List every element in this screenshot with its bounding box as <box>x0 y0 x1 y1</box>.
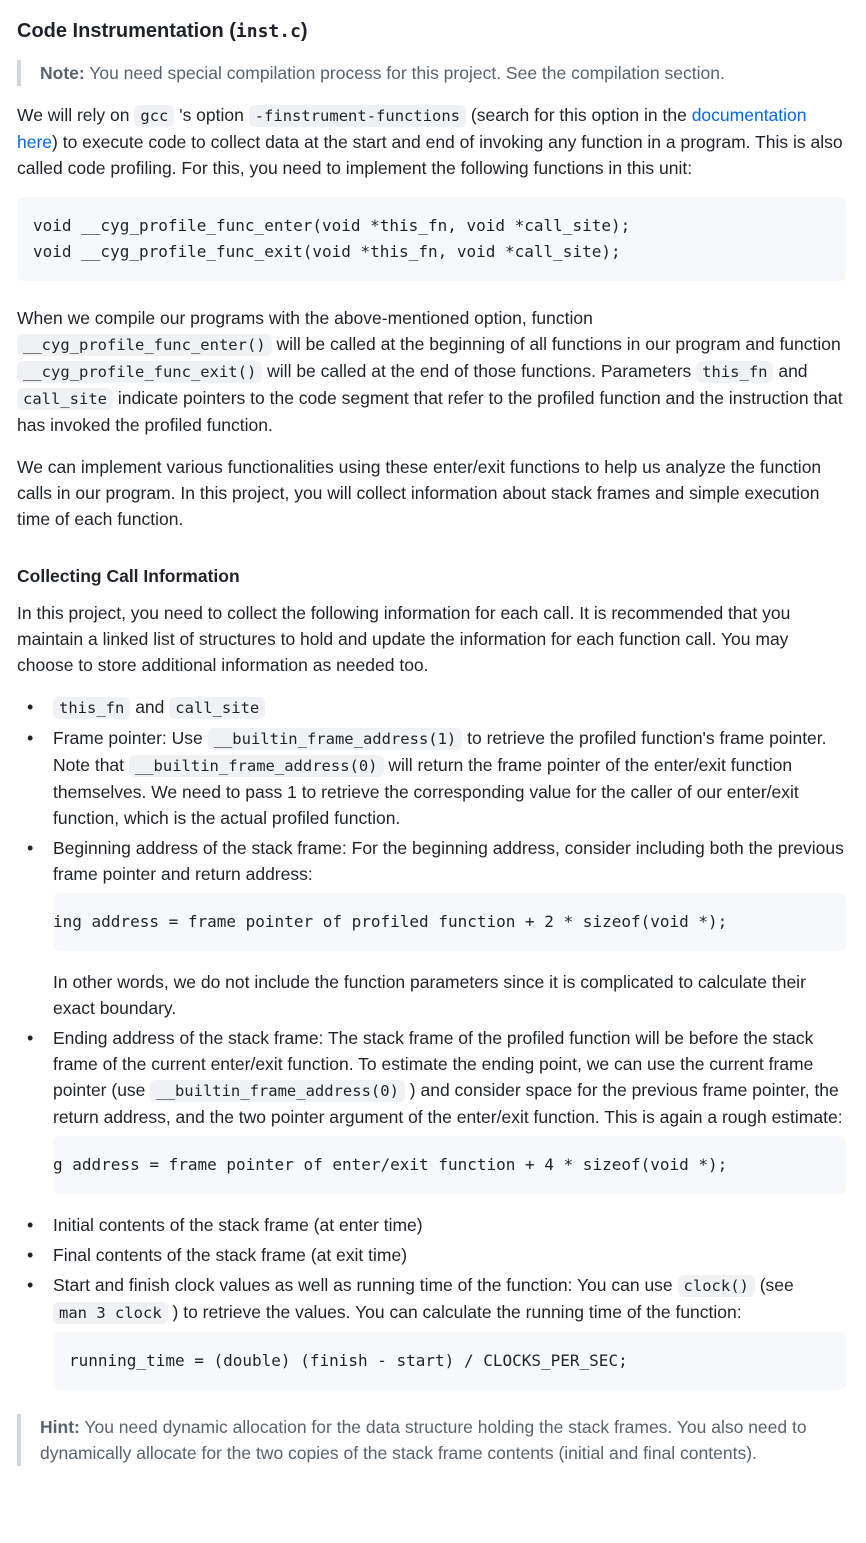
heading-filename: inst.c <box>235 21 301 42</box>
list-item: • Final contents of the stack frame (at exit time) <box>53 1242 846 1268</box>
bullet-icon: • <box>27 697 34 717</box>
inline-code: __builtin_frame_address(0) <box>129 755 384 777</box>
list-item: • Ending address of the stack frame: The stack frame of the profiled function will be before the stack frame of the current enter/exit function. To estimate the ending point, we can use the current frame pointer (use __builtin_frame_address(0) ) and consider space for the previous frame pointer, the return address, and the two pointer argument of the enter/exit function. This is again a rough estimate: g address = frame pointer of enter/exit function + 4 * sizeof(void *); <box>53 1025 846 1194</box>
list-item: • Frame pointer: Use __builtin_frame_address(1) to retrieve the profiled function's frame pointer. Note that __builtin_frame_address(0) will return the frame pointer of the enter/exit function themselves. We need to pass 1 to retrieve the corresponding value for the caller of our enter/exit function, which is the actual profiled function. <box>53 725 846 831</box>
code-block-running-time <box>53 1332 846 1390</box>
bullet-icon: • <box>27 838 34 858</box>
list-item-note: In other words, we do not include the function parameters since it is complicated to calculate their exact boundary. <box>53 972 806 1018</box>
documentation-link[interactable]: documentation here <box>17 105 807 152</box>
code-line: ing address = frame pointer of profiled function + 2 * sizeof(void *); <box>53 912 728 931</box>
code-line: g address = frame pointer of enter/exit function + 4 * sizeof(void *); <box>53 1155 728 1174</box>
hint-callout <box>17 1414 846 1466</box>
inline-code: clock() <box>678 1275 755 1297</box>
code-line: running_time = (double) (finish - start) / CLOCKS_PER_SEC; <box>69 1351 628 1370</box>
inline-code: call_site <box>169 697 265 719</box>
inline-code: __cyg_profile_func_exit() <box>17 361 262 383</box>
inline-code: gcc <box>134 105 174 127</box>
note-label: Note: <box>40 63 85 83</box>
subheading-collecting: Collecting Call Information <box>17 566 240 586</box>
heading-close: ) <box>300 20 308 42</box>
inline-code: __builtin_frame_address(0) <box>150 1080 405 1102</box>
hint-text: You need dynamic allocation for the data structure holding the stack frames. You also need to dynamically allocate for the two copies of the stack frame contents (initial and final contents). <box>40 1417 807 1463</box>
paragraph-compile: When we compile our programs with the above-mentioned option, function __cyg_profile_func_enter() will be called at the beginning of all functions in our program and function __cyg_profile_func_exit() will be called at the end of those functions. Parameters this_fn and call_site indicate pointers to the code segment that refer to the profiled function and the instruction that has invoked the profiled function. <box>17 308 843 435</box>
list-item: • Start and finish clock values as well as running time of the function: You can use clock() (see man 3 clock ) to retrieve the values. You can calculate the running time of the function: running_time = (double) (finish - start) / CLOCKS_PER_SEC; <box>53 1272 846 1390</box>
bullet-icon: • <box>27 1215 34 1235</box>
code-block-ending-address <box>53 1136 846 1194</box>
list-item: • Initial contents of the stack frame (at enter time) <box>53 1212 846 1238</box>
inline-code: this_fn <box>696 361 773 383</box>
paragraph-collect: In this project, you need to collect the following information for each call. It is recommended that you maintain a linked list of structures to hold and update the information for each function call. You may choose to store additional information as needed too. <box>17 603 791 675</box>
paragraph-functionalities: We can implement various functionalities using these enter/exit functions to help us analyze the function calls in our program. In this project, you will collect information about stack frames and simple execution time of each function. <box>17 457 822 529</box>
note-callout <box>17 60 846 86</box>
inline-code: man 3 clock <box>53 1302 168 1324</box>
info-list <box>17 694 846 1390</box>
inline-code: -finstrument-functions <box>249 105 466 127</box>
code-block-prototypes <box>17 197 846 281</box>
code-line: void __cyg_profile_func_exit(void *this_fn, void *call_site); <box>33 242 621 261</box>
inline-code: call_site <box>17 388 113 410</box>
bullet-icon: • <box>27 1245 34 1265</box>
bullet-icon: • <box>27 1028 34 1048</box>
section-heading <box>17 17 846 46</box>
list-item: • Beginning address of the stack frame: For the beginning address, consider including both the previous frame pointer and return address: ing address = frame pointer of profiled function + 2 * sizeof(void *); In other words, we do not include the function parameters since it is complicated to calculate their exact boundary. <box>53 835 846 1021</box>
heading-text: Code Instrumentation ( <box>17 20 236 42</box>
inline-code: this_fn <box>53 697 130 719</box>
code-block-beginning-address <box>53 893 846 951</box>
code-line: void __cyg_profile_func_enter(void *this_fn, void *call_site); <box>33 216 631 235</box>
hint-label: Hint: <box>40 1417 80 1437</box>
bullet-icon: • <box>27 728 34 748</box>
list-item: • this_fn and call_site <box>53 694 846 721</box>
bullet-icon: • <box>27 1275 34 1295</box>
note-text: You need special compilation process for this project. See the compilation section. <box>84 63 725 83</box>
inline-code: __cyg_profile_func_enter() <box>17 334 272 356</box>
inline-code: __builtin_frame_address(1) <box>208 728 463 750</box>
intro-paragraph: We will rely on gcc 's option -finstrument-functions (search for this option in the documentation here) to execute code to collect data at the start and end of invoking any function in a program. This is also called code profiling. For this, you need to implement the following functions in this unit: <box>17 105 843 178</box>
